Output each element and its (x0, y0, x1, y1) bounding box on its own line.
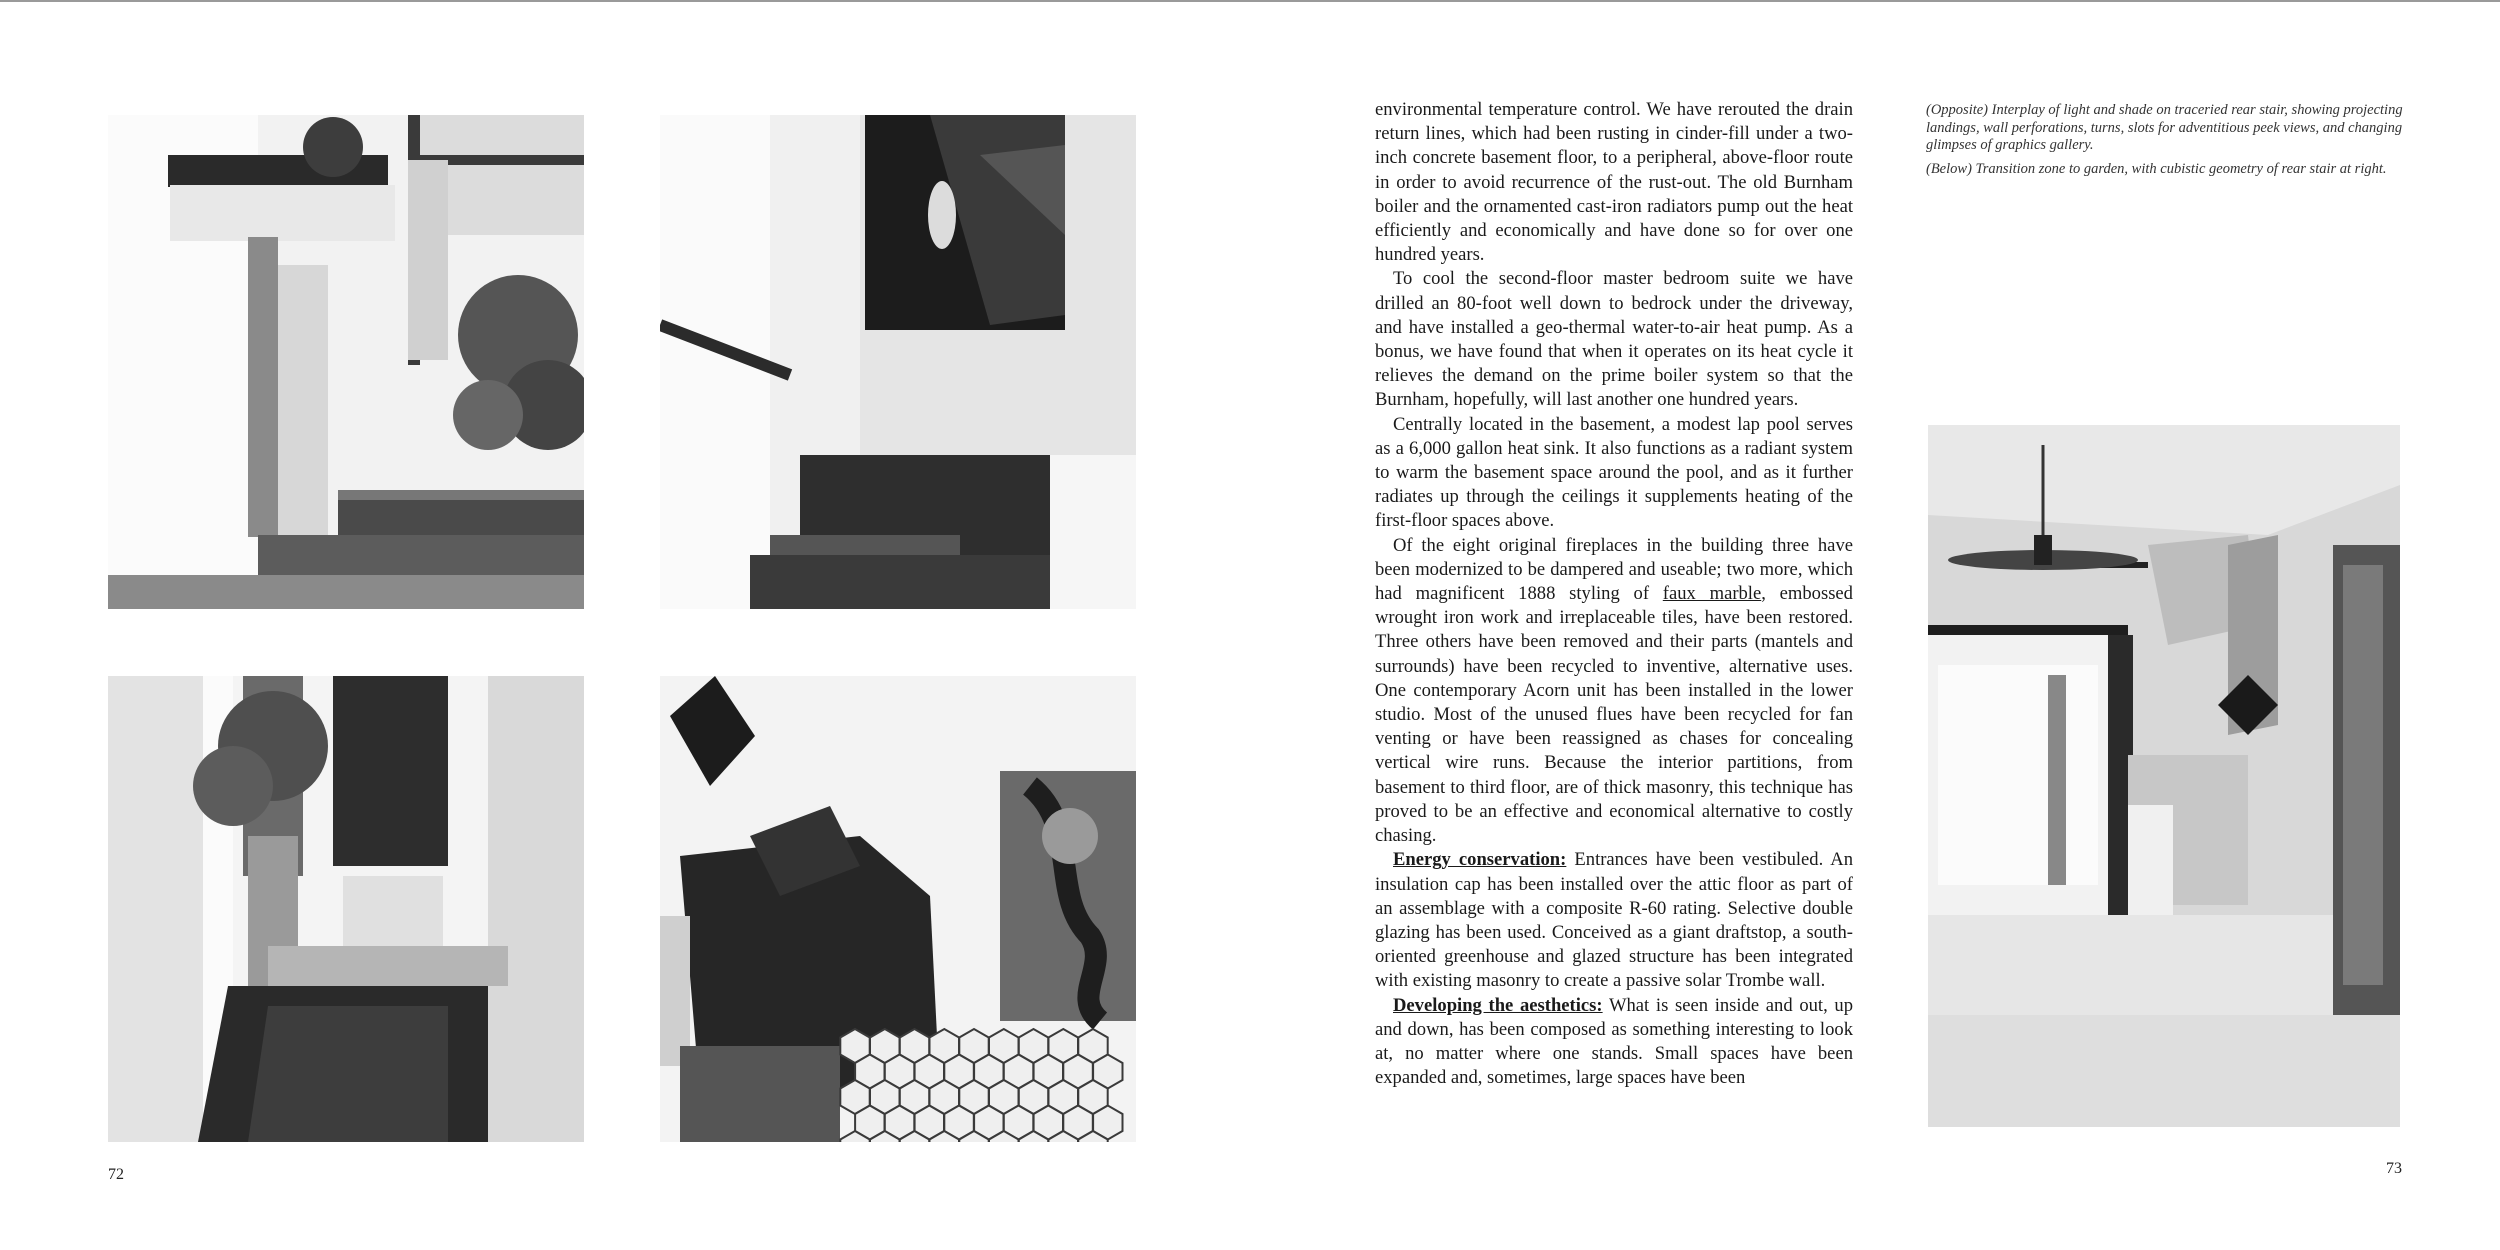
paragraph-6 (1375, 994, 1853, 1091)
photo-lap-pool-corridor (108, 676, 584, 1142)
faux-marble-term: faux marble (1662, 583, 1762, 605)
paragraph-4-text-b: , embossed wrought iron work and irreplaceable tiles, have been restored. Three others have been removed and their parts (mantels and surrounds) have been recycled to inventive, alternative uses. One contemporary Acorn unit has been installed in the lower studio. Most of the unused flues have been recycled for fan venting or have been reassigned as chases for concealing vertical wire runs. Because the interior partitions, from basement to third floor, are of thick masonry, this technique has proved to be an effective and economical alternative to costly chasing. (1375, 583, 1853, 847)
paragraph-4 (1375, 534, 1853, 849)
paragraph-3: Centrally located in the basement, a modest lap pool serves as a 6,000 gallon heat sink. It also functions as a radiant system to warm the basement space around the pool, and as it further radiates up through the ceilings it supplements heating of the first-floor spaces above. (1375, 413, 1853, 532)
photo-garden-transition (1928, 425, 2400, 1127)
paragraph-2: To cool the second-floor master bedroom suite we have drilled an 80-foot well down to bedrock under the driveway, and have installed a geo-thermal water-to-air heat pump. As a bonus, we have found that when it operates on its heat cycle it relieves the demand on the prime boiler system so that the Burnham, hopefully, will last another one hundred years. (1375, 268, 1853, 411)
photo-stair-landing-plants (108, 115, 584, 609)
paragraph-6-text: What is seen inside and out, up and down, has been composed as something interesting to look at, no matter where one stands. Small spaces have been expanded and, sometimes, large spaces have been (1375, 994, 1854, 1089)
paragraph-5 (1375, 848, 1853, 993)
page-number-right: 73 (2386, 1160, 2402, 1177)
photo-stair-artwork (660, 115, 1136, 609)
energy-conservation-heading: Energy conservation: (1393, 849, 1567, 871)
paragraph-5-text: Entrances have been vestibuled. An insulation cap has been installed over the attic floor as part of an assemblage with a composite R-60 rating. Selective double glazing has been used. Conceived as a giant draftstop, a south-oriented greenhouse and glazed structure has been integrated with existing masonry to create a passive solar Trombe wall. (1375, 849, 1853, 992)
paragraph-4-text-a: Of the eight original fireplaces in the building three have been modernized to be dampered and useable; two more, which had magnificent 1888 styling of (1375, 534, 1853, 605)
caption-below: (Below) Transition zone to garden, with cubistic geometry of rear stair at right. (1926, 160, 2387, 177)
photo-stair-hexagon-floor (660, 676, 1136, 1142)
page-number-left: 72 (108, 1166, 124, 1183)
developing-aesthetics-heading: Developing the aesthetics: (1393, 994, 1603, 1016)
top-rule (0, 0, 2500, 2)
paragraph-1: environmental temperature control. We have rerouted the drain return lines, which had been rusting in cinder-fill under a two-inch concrete basement floor, to a peripheral, above-floor route in order to avoid recurrence of the rust-out. The old Burnham boiler and the ornamented cast-iron radiators pump out the heat efficiently and economically and have done so for over one hundred years. (1375, 99, 1853, 266)
body-text-column (1375, 98, 1853, 1090)
caption-opposite: (Opposite) Interplay of light and shade on traceried rear stair, showing projecting landings, wall perforations, turns, slots for adventitious peek views, and changing glimpses of graphics gallery. (1926, 102, 2403, 153)
caption-block (1926, 102, 2404, 184)
